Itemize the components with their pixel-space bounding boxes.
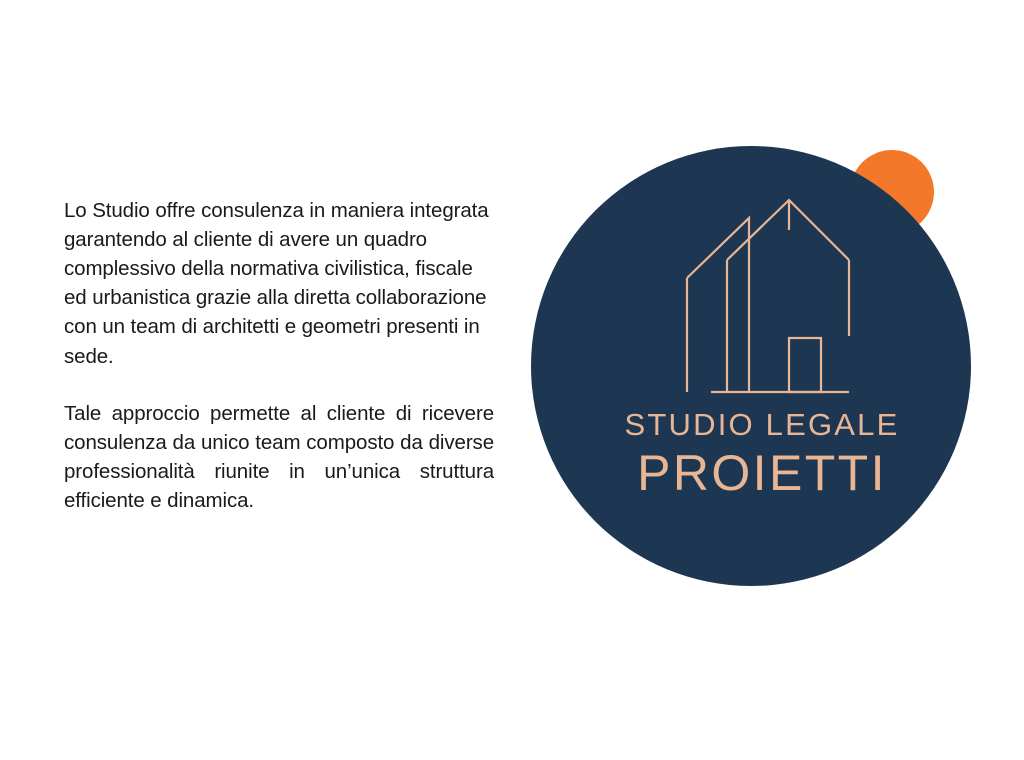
- logo-line-studio-legale: STUDIO LEGALE: [624, 407, 900, 442]
- paragraph-first: Lo Studio offre consulenza in maniera integrata garantendo al cliente di avere un quadro complessivo della normativa civilistica, fiscale ed urbanistica grazie alla diretta collaborazione con un team di architetti e geometri presenti in sede.: [64, 199, 489, 368]
- logo-line-proietti: PROIETTI: [637, 445, 887, 502]
- logo-wordmark: [531, 408, 993, 501]
- paragraph-second: Tale approccio permette al cliente di ricevere consulenza da unico team composto da diverse professionalità riunite in un’unica struttura efficiente e dinamica.: [64, 401, 494, 512]
- navy-circle-badge: [531, 146, 971, 586]
- body-text-column: [64, 196, 494, 515]
- logo-composition: [520, 130, 990, 630]
- house-outline-icon: [671, 186, 851, 416]
